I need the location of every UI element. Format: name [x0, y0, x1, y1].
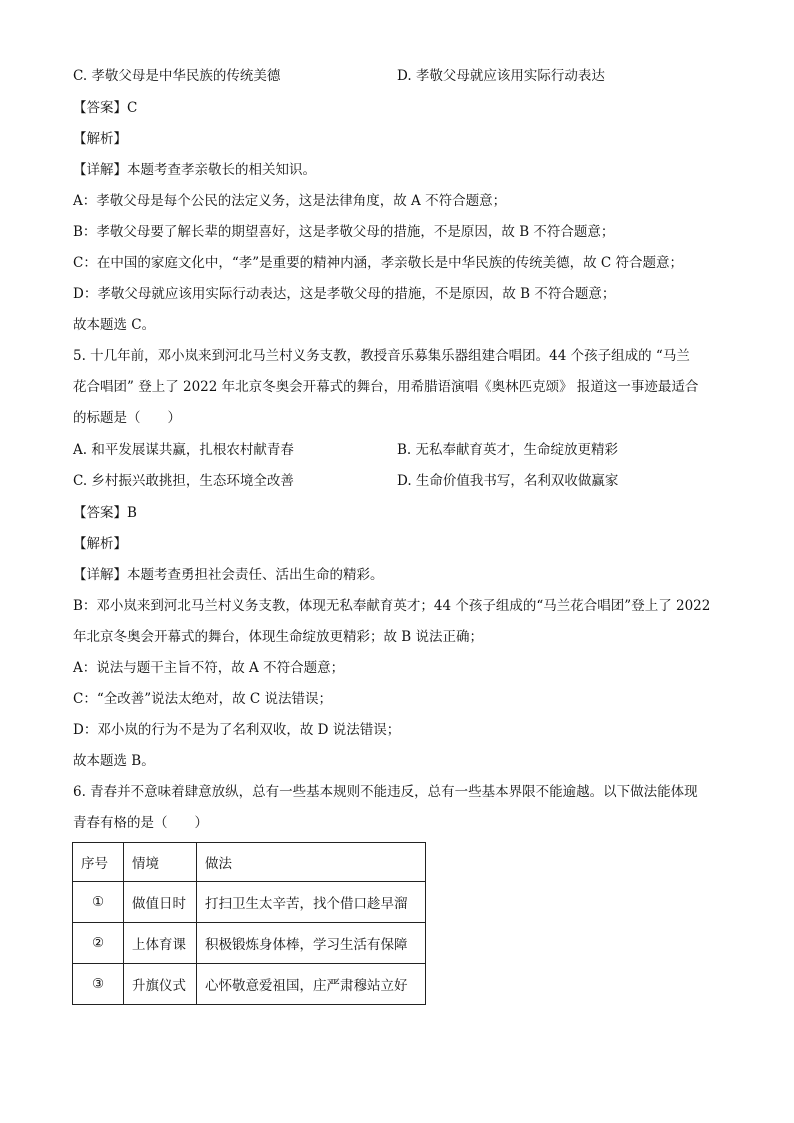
- q4-option-c: C. 孝敬父母是中华民族的传统美德: [73, 68, 281, 84]
- q5-option-b: B. 无私奉献育英才，生命绽放更精彩: [397, 442, 619, 458]
- q5-explain-c: C：“全改善”说法太绝对，故 C 说法错误；: [73, 691, 333, 707]
- table-header-cell: 做法: [197, 843, 426, 882]
- table-cell: 积极锻炼身体棒，学习生活有保障: [197, 923, 426, 964]
- q4-explain-a: A：孝敬父母是每个公民的法定义务，这是法律角度，故 A 不符合题意；: [73, 193, 507, 209]
- q4-conclusion: 故本题选 C。: [73, 317, 156, 333]
- table-cell: 打扫卫生太辛苦，找个借口趁早溜: [197, 882, 426, 923]
- q6-stem-line2: 青春有格的是（ ）: [73, 815, 208, 831]
- table-cell: ③: [73, 964, 124, 1005]
- table-cell: ②: [73, 923, 124, 964]
- q4-analysis-label: 【解析】: [73, 131, 127, 147]
- table-row: [73, 923, 426, 964]
- q5-option-a: A. 和平发展谋共赢，扎根农村献青春: [73, 442, 294, 458]
- table-row: [73, 964, 426, 1005]
- q5-conclusion: 故本题选 B。: [73, 753, 155, 769]
- table-row: [73, 882, 426, 923]
- q5-option-c: C. 乡村振兴敢挑担，生态环境全改善: [73, 473, 294, 489]
- q4-explain-d: D：孝敬父母就应该用实际行动表达，这是孝敬父母的措施，不是原因，故 B 不符合题意；: [73, 286, 616, 302]
- table-header-cell: 序号: [73, 843, 124, 882]
- q4-explain-c: C：在中国的家庭文化中，“孝”是重要的精神内涵，孝亲敬长是中华民族的传统美德，故 C 符合题意；: [73, 255, 684, 271]
- q4-option-d: D. 孝敬父母就应该用实际行动表达: [397, 68, 605, 84]
- q5-answer: 【答案】B: [73, 505, 137, 521]
- table-cell: ①: [73, 882, 124, 923]
- table-header-row: [73, 843, 426, 882]
- table-cell: 心怀敬意爱祖国，庄严肃穆站立好: [197, 964, 426, 1005]
- q5-explain-b-line2: 年北京冬奥会开幕式的舞台，体现生命绽放更精彩；故 B 说法正确；: [73, 629, 484, 645]
- q5-explain-d: D：邓小岚的行为不是为了名利双收，故 D 说法错误；: [73, 722, 401, 738]
- q6-table: [72, 842, 426, 1005]
- q5-option-d: D. 生命价值我书写，名利双收做赢家: [397, 473, 619, 489]
- q4-detail: 【详解】本题考查孝亲敬长的相关知识。: [73, 162, 316, 178]
- table-cell: 上体育课: [124, 923, 197, 964]
- q5-stem-line1: 5. 十几年前，邓小岚来到河北马兰村义务支教，教授音乐募集乐器组建合唱团。44 个孩子组成的 “马兰: [73, 348, 690, 364]
- q5-explain-a: A：说法与题干主旨不符，故 A 不符合题意；: [73, 660, 345, 676]
- q6-stem-line1: 6. 青春并不意味着肆意放纵，总有一些基本规则不能违反，总有一些基本界限不能逾越。以下做法能体现: [73, 784, 698, 800]
- q5-explain-b-line1: B：邓小岚来到河北马兰村义务支教，体现无私奉献育英才；44 个孩子组成的“马兰花合唱团”登上了 2022: [73, 598, 711, 614]
- q4-answer: 【答案】C: [73, 100, 138, 116]
- q5-stem-line2: 花合唱团” 登上了 2022 年北京冬奥会开幕式的舞台，用希腊语演唱《奥林匹克颂》 报道这一事迹最适合: [73, 379, 699, 395]
- q5-analysis-label: 【解析】: [73, 536, 127, 552]
- q4-explain-b: B：孝敬父母要了解长辈的期望喜好，这是孝敬父母的措施，不是原因，故 B 不符合题意；: [73, 224, 615, 240]
- table-cell: 升旗仪式: [124, 964, 197, 1005]
- table-header-cell: 情境: [124, 843, 197, 882]
- table-cell: 做值日时: [124, 882, 197, 923]
- q5-stem-line3: 的标题是（ ）: [73, 410, 181, 426]
- q5-detail: 【详解】本题考查勇担社会责任、活出生命的精彩。: [73, 567, 384, 583]
